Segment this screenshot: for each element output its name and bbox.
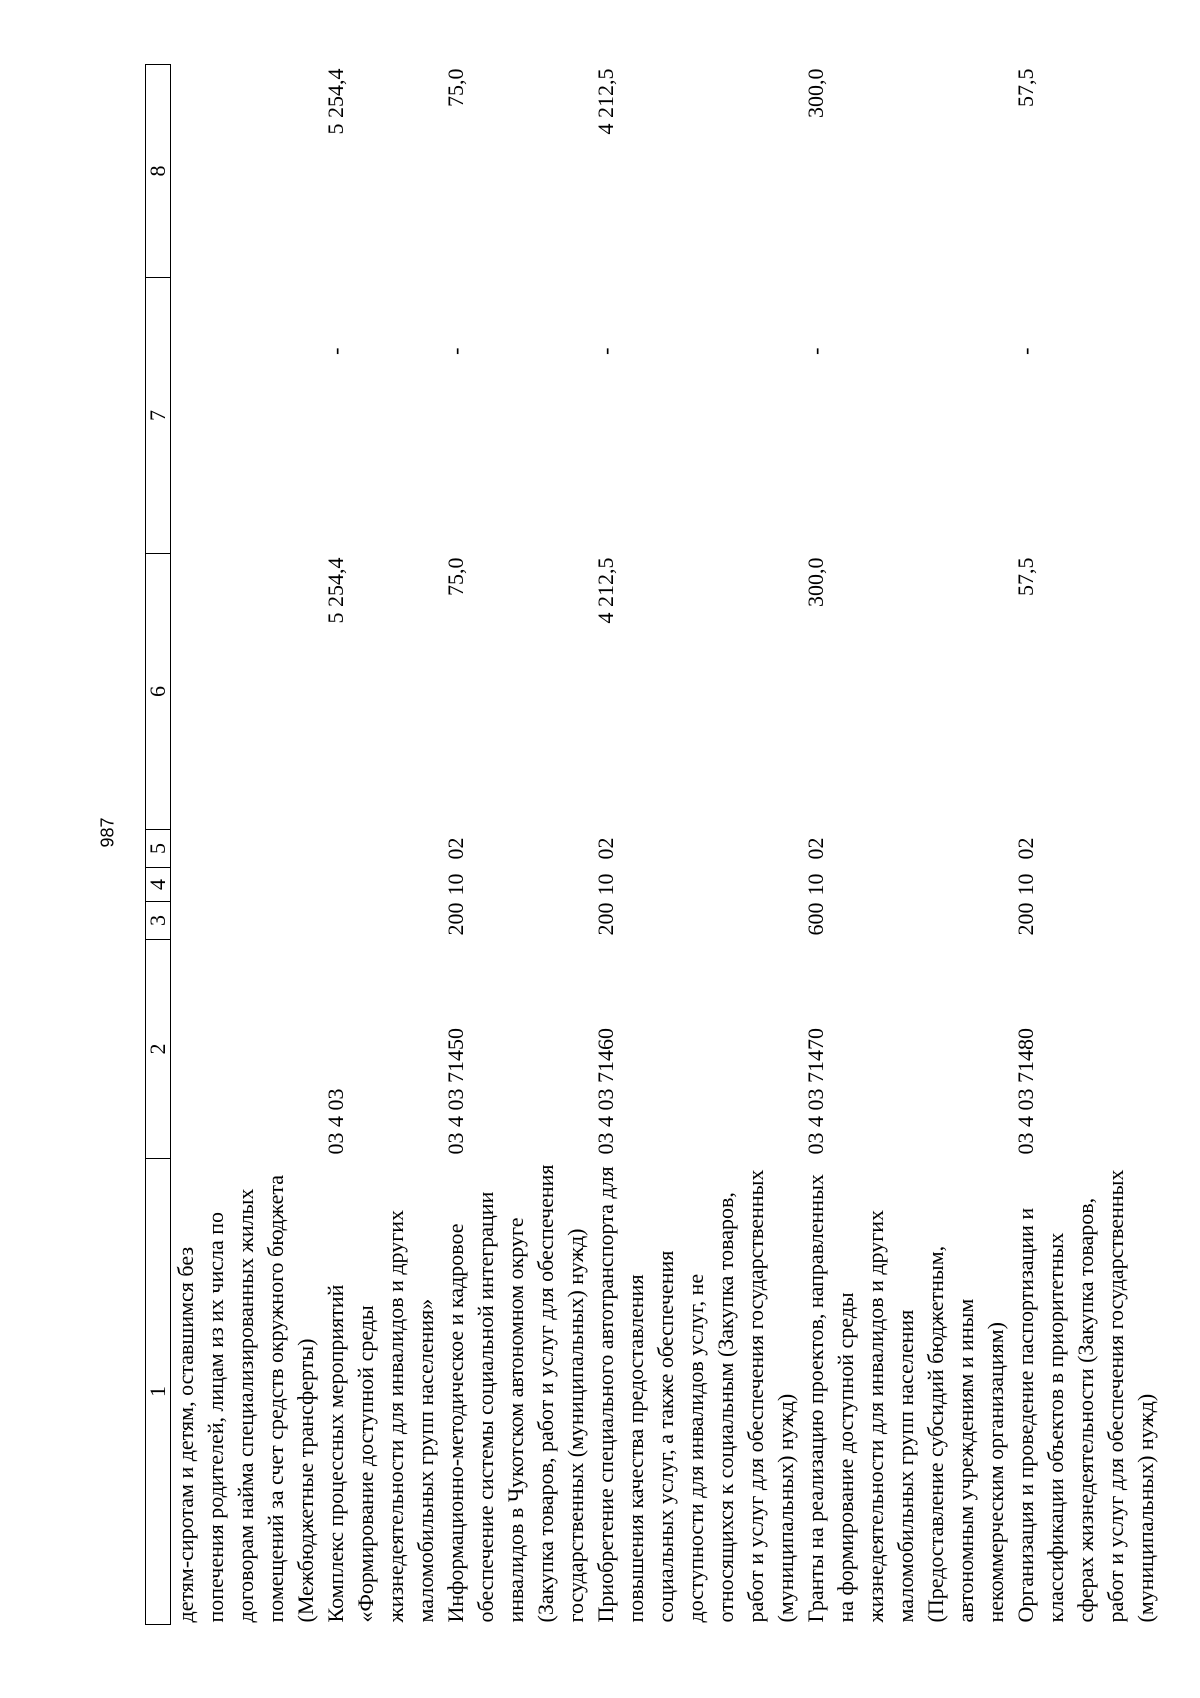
row-code: 03 4 03 71460 bbox=[593, 1028, 618, 1155]
row-col-5: 02 bbox=[593, 837, 618, 860]
row-col-5 bbox=[321, 830, 441, 868]
row-name: Информационно-методическое и кадровое обеспечение системы социальной интеграции инвалидов в Чукотском автономном округе (Закупка товаров, работ и услуг для обеспечения государственных (муниципальных) нужд) bbox=[443, 1164, 588, 1623]
row-col-6: 57,5 bbox=[1013, 557, 1038, 596]
row-name: детям-сиротам и детям, оставшимся без попечения родителей, лицам из их числа по договорам найма специализированных жилых помещений за счет средств окружного бюджета (Межбюджетные трансферты) bbox=[173, 1174, 318, 1623]
rotated-table-container bbox=[145, 65, 1158, 1625]
row-col-5: 02 bbox=[803, 837, 828, 860]
row-col-3: 200 bbox=[443, 902, 468, 936]
row-col-7: - bbox=[443, 347, 468, 355]
budget-table bbox=[145, 64, 1161, 1625]
row-name: Комплекс процессных мероприятий «Формирование доступной среды жизнедеятельности для инвалидов и других маломобильных групп населения» bbox=[323, 1209, 438, 1623]
table-row bbox=[801, 65, 1011, 1625]
table-row bbox=[171, 65, 322, 1625]
row-col-4: 10 bbox=[803, 873, 828, 896]
table-row bbox=[321, 65, 441, 1625]
row-col-6: 75,0 bbox=[443, 557, 468, 596]
table-row bbox=[441, 65, 591, 1625]
row-col-8: 300,0 bbox=[803, 68, 828, 118]
header-col-6: 6 bbox=[146, 554, 171, 830]
header-col-1: 1 bbox=[146, 1159, 171, 1625]
row-col-4 bbox=[171, 868, 322, 902]
row-col-8: 75,0 bbox=[443, 68, 468, 107]
table-header-row bbox=[146, 65, 171, 1625]
row-col-5 bbox=[171, 830, 322, 868]
row-col-8 bbox=[171, 65, 322, 278]
row-col-8: 5 254,4 bbox=[323, 68, 348, 135]
page-number: 987 bbox=[97, 817, 118, 848]
row-name: Гранты на реализацию проектов, направленных на формирование доступной среды жизнедеятельности для инвалидов и других маломобильных групп населения (Предоставление субсидий бюджетным, автономным учреждениям и иным некоммерческим организациям) bbox=[803, 1174, 1008, 1623]
row-col-6 bbox=[171, 554, 322, 830]
row-col-7: - bbox=[593, 347, 618, 355]
row-col-7: - bbox=[803, 347, 828, 355]
row-col-6: 4 212,5 bbox=[593, 557, 618, 624]
row-code: 03 4 03 71450 bbox=[443, 1028, 468, 1155]
row-col-4: 10 bbox=[593, 873, 618, 896]
header-col-8: 8 bbox=[146, 65, 171, 278]
row-col-3 bbox=[171, 902, 322, 940]
row-col-4: 10 bbox=[1013, 873, 1038, 896]
row-col-3: 600 bbox=[803, 902, 828, 936]
row-col-7: - bbox=[323, 347, 348, 355]
row-code: 03 4 03 71480 bbox=[1013, 1028, 1038, 1155]
table-row bbox=[591, 65, 801, 1625]
header-col-5: 5 bbox=[146, 830, 171, 868]
header-col-7: 7 bbox=[146, 278, 171, 554]
row-col-7: - bbox=[1013, 347, 1038, 355]
row-col-7 bbox=[171, 278, 322, 554]
header-col-4: 4 bbox=[146, 868, 171, 902]
row-col-3: 200 bbox=[593, 902, 618, 936]
row-col-6: 5 254,4 bbox=[323, 557, 348, 624]
row-col-3: 200 bbox=[1013, 902, 1038, 936]
row-code: 03 4 03 bbox=[323, 1088, 348, 1155]
row-name: Приобретение специального автотранспорта для повышения качества предоставления социальных услуг, а также обеспечения доступности для инвалидов услуг, не относящихся к социальным (Закупка товаров, работ и услуг для обеспечения государственных (муниципальных) нужд) bbox=[593, 1166, 798, 1623]
row-col-6: 300,0 bbox=[803, 557, 828, 607]
row-col-5: 02 bbox=[443, 837, 468, 860]
row-code: 03 4 03 71470 bbox=[803, 1028, 828, 1155]
row-col-4: 10 bbox=[443, 873, 468, 896]
row-col-3 bbox=[321, 902, 441, 940]
row-col-8: 57,5 bbox=[1013, 68, 1038, 107]
row-col-8: 4 212,5 bbox=[593, 68, 618, 135]
table-row bbox=[1011, 65, 1161, 1625]
row-name: Организация и проведение паспортизации и классификации объектов в приоритетных сферах жизнедеятельности (Закупка товаров, работ и услуг для обеспечения государственных (муниципальных) нужд) bbox=[1013, 1169, 1158, 1623]
row-col-4 bbox=[321, 868, 441, 902]
row-col-5: 02 bbox=[1013, 837, 1038, 860]
header-col-3: 3 bbox=[146, 902, 171, 940]
row-code bbox=[171, 940, 322, 1159]
header-col-2: 2 bbox=[146, 940, 171, 1159]
